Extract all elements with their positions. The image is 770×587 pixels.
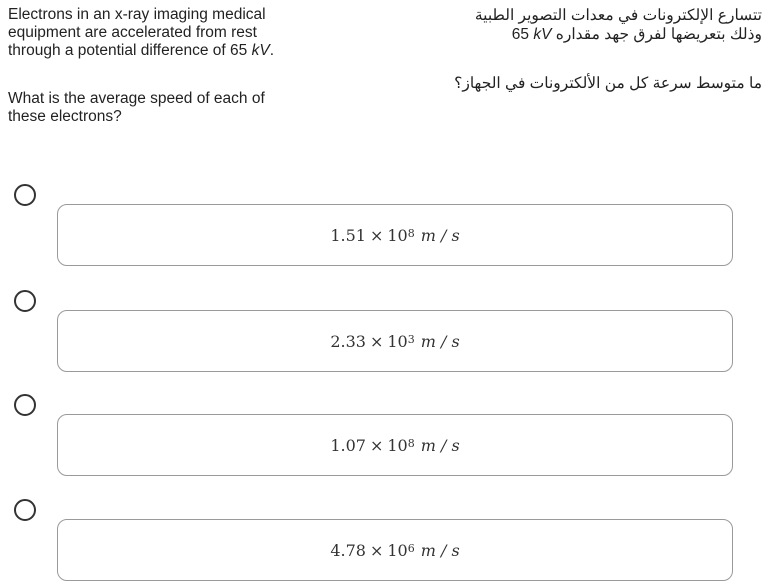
question-arabic bbox=[402, 6, 762, 93]
question-en-line-3 bbox=[8, 42, 348, 60]
option-2[interactable] bbox=[0, 310, 770, 374]
question-ar-ask: ما متوسط سرعة كل من الألكترونات في الجهاز؟ bbox=[454, 75, 762, 92]
question-ar-voltage-unit: kV bbox=[533, 26, 552, 43]
question-en-line-3-text: through a potential difference of 65 bbox=[8, 42, 252, 59]
option-4[interactable] bbox=[0, 519, 770, 583]
option-3-unit: m / s bbox=[420, 435, 460, 455]
option-1-mantissa: 1.51 bbox=[330, 225, 366, 245]
question-ar-line-2 bbox=[402, 25, 762, 44]
option-1-box[interactable] bbox=[57, 204, 733, 266]
option-4-unit: m / s bbox=[420, 540, 460, 560]
question-ar-line-1: تتسارع الإلكترونات في معدات التصوير الطبية bbox=[474, 7, 762, 24]
option-3-box[interactable] bbox=[57, 414, 733, 476]
option-4-radio[interactable] bbox=[14, 499, 36, 521]
option-4-mantissa: 4.78 bbox=[330, 540, 366, 560]
question-ar-line-2-text: وذلك بتعريضها لفرق جهد مقداره bbox=[551, 26, 762, 43]
question-ar-voltage-value: 65 bbox=[511, 26, 534, 43]
option-3-exponent: 8 bbox=[407, 436, 415, 450]
voltage-unit: kV bbox=[251, 42, 270, 59]
option-4-box[interactable] bbox=[57, 519, 733, 581]
times-symbol: × bbox=[369, 540, 384, 560]
option-2-box[interactable] bbox=[57, 310, 733, 372]
question-en-line-2: equipment are accelerated from rest bbox=[8, 24, 257, 41]
option-2-radio[interactable] bbox=[14, 290, 36, 312]
option-3[interactable] bbox=[0, 414, 770, 478]
option-1-unit: m / s bbox=[420, 225, 460, 245]
option-3-mantissa: 1.07 bbox=[330, 435, 366, 455]
option-1[interactable] bbox=[0, 204, 770, 268]
question-en-ask-2: these electrons? bbox=[8, 108, 122, 125]
option-4-exponent: 6 bbox=[407, 541, 415, 555]
question-en-period: . bbox=[269, 42, 274, 59]
question-english bbox=[8, 6, 348, 126]
option-4-base: 10 bbox=[387, 540, 408, 560]
times-symbol: × bbox=[369, 331, 384, 351]
times-symbol: × bbox=[369, 225, 384, 245]
option-3-base: 10 bbox=[387, 435, 408, 455]
option-2-exponent: 3 bbox=[407, 332, 415, 346]
option-1-base: 10 bbox=[387, 225, 408, 245]
option-1-exponent: 8 bbox=[407, 226, 415, 240]
option-2-mantissa: 2.33 bbox=[330, 331, 366, 351]
question-en-line-1: Electrons in an x-ray imaging medical bbox=[8, 6, 266, 23]
question-en-ask-1: What is the average speed of each of bbox=[8, 90, 265, 107]
option-2-unit: m / s bbox=[420, 331, 460, 351]
option-2-base: 10 bbox=[387, 331, 408, 351]
question-ar-voltage bbox=[512, 26, 552, 43]
times-symbol: × bbox=[369, 435, 384, 455]
option-3-radio[interactable] bbox=[14, 394, 36, 416]
option-1-radio[interactable] bbox=[14, 184, 36, 206]
